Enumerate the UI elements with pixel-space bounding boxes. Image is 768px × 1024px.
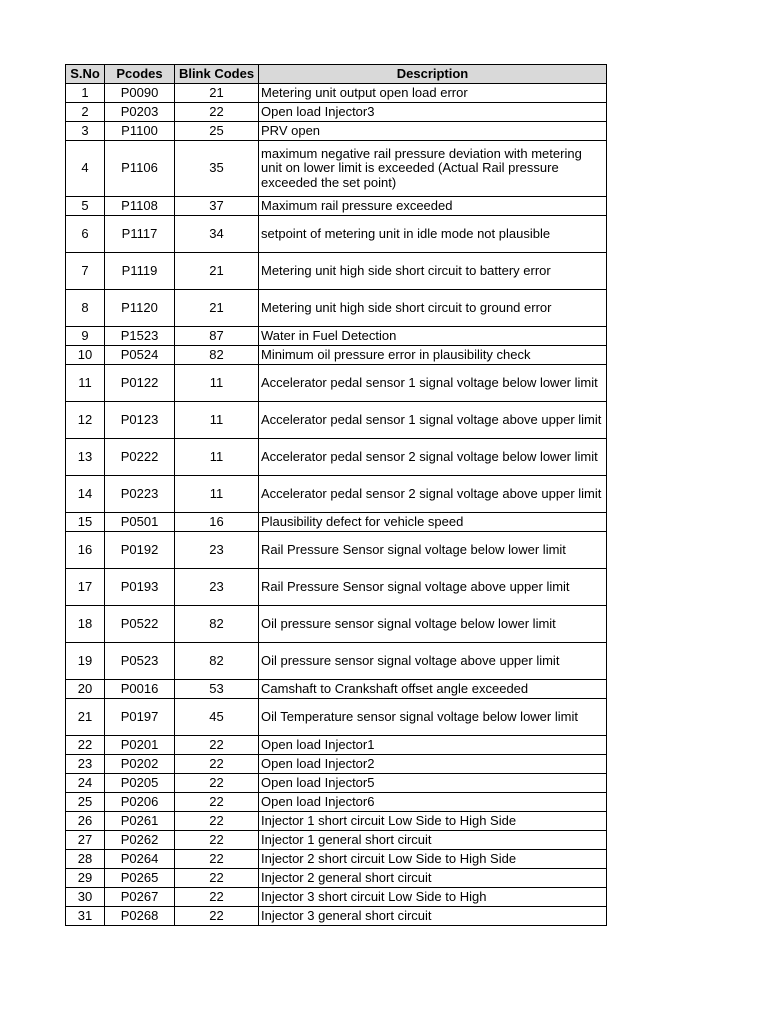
- cell-blink-code: 21: [175, 290, 259, 327]
- cell-blink-code: 22: [175, 736, 259, 755]
- cell-description: Injector 3 short circuit Low Side to High: [259, 888, 607, 907]
- cell-description: Oil pressure sensor signal voltage below lower limit: [259, 606, 607, 643]
- cell-blink-code: 22: [175, 850, 259, 869]
- cell-pcode: P0122: [105, 365, 175, 402]
- cell-pcode: P0123: [105, 402, 175, 439]
- cell-blink-code: 34: [175, 216, 259, 253]
- cell-description: Oil pressure sensor signal voltage above upper limit: [259, 643, 607, 680]
- table-row: [66, 513, 607, 532]
- cell-blink-code: 22: [175, 774, 259, 793]
- header-sno: S.No: [66, 65, 105, 84]
- cell-description: Accelerator pedal sensor 1 signal voltage below lower limit: [259, 365, 607, 402]
- table-body: [66, 84, 607, 926]
- table-header: [66, 65, 607, 84]
- cell-sno: 29: [66, 869, 105, 888]
- cell-pcode: P0205: [105, 774, 175, 793]
- cell-description: Metering unit high side short circuit to battery error: [259, 253, 607, 290]
- cell-sno: 26: [66, 812, 105, 831]
- cell-pcode: P1120: [105, 290, 175, 327]
- cell-description: Open load Injector5: [259, 774, 607, 793]
- cell-sno: 1: [66, 84, 105, 103]
- cell-blink-code: 22: [175, 103, 259, 122]
- cell-sno: 17: [66, 569, 105, 606]
- table-row: [66, 888, 607, 907]
- cell-description: Open load Injector6: [259, 793, 607, 812]
- table-row: [66, 643, 607, 680]
- header-description: Description: [259, 65, 607, 84]
- cell-pcode: P0268: [105, 907, 175, 926]
- cell-sno: 4: [66, 141, 105, 197]
- cell-pcode: P0524: [105, 346, 175, 365]
- table-row: [66, 253, 607, 290]
- cell-sno: 30: [66, 888, 105, 907]
- cell-blink-code: 35: [175, 141, 259, 197]
- cell-description: Accelerator pedal sensor 2 signal voltage above upper limit: [259, 476, 607, 513]
- cell-pcode: P0016: [105, 680, 175, 699]
- cell-blink-code: 22: [175, 831, 259, 850]
- cell-description: Injector 2 short circuit Low Side to High Side: [259, 850, 607, 869]
- cell-blink-code: 23: [175, 569, 259, 606]
- cell-description: Injector 2 general short circuit: [259, 869, 607, 888]
- cell-description: Rail Pressure Sensor signal voltage above upper limit: [259, 569, 607, 606]
- cell-blink-code: 82: [175, 643, 259, 680]
- cell-blink-code: 11: [175, 365, 259, 402]
- fault-code-table: [65, 64, 607, 926]
- cell-pcode: P0222: [105, 439, 175, 476]
- cell-description: Open load Injector3: [259, 103, 607, 122]
- cell-blink-code: 21: [175, 253, 259, 290]
- cell-pcode: P0090: [105, 84, 175, 103]
- cell-description: setpoint of metering unit in idle mode not plausible: [259, 216, 607, 253]
- cell-description: Oil Temperature sensor signal voltage below lower limit: [259, 699, 607, 736]
- cell-pcode: P0203: [105, 103, 175, 122]
- cell-sno: 7: [66, 253, 105, 290]
- cell-blink-code: 11: [175, 439, 259, 476]
- cell-blink-code: 16: [175, 513, 259, 532]
- table-row: [66, 699, 607, 736]
- cell-pcode: P0197: [105, 699, 175, 736]
- cell-pcode: P0264: [105, 850, 175, 869]
- cell-description: Rail Pressure Sensor signal voltage below lower limit: [259, 532, 607, 569]
- table-row: [66, 402, 607, 439]
- cell-pcode: P0206: [105, 793, 175, 812]
- cell-sno: 6: [66, 216, 105, 253]
- cell-blink-code: 87: [175, 327, 259, 346]
- cell-blink-code: 82: [175, 346, 259, 365]
- cell-pcode: P0223: [105, 476, 175, 513]
- cell-pcode: P0261: [105, 812, 175, 831]
- cell-sno: 15: [66, 513, 105, 532]
- cell-description: Metering unit output open load error: [259, 84, 607, 103]
- cell-pcode: P0265: [105, 869, 175, 888]
- cell-pcode: P0262: [105, 831, 175, 850]
- table-row: [66, 346, 607, 365]
- cell-description: Metering unit high side short circuit to ground error: [259, 290, 607, 327]
- cell-sno: 28: [66, 850, 105, 869]
- cell-pcode: P0267: [105, 888, 175, 907]
- cell-pcode: P1523: [105, 327, 175, 346]
- cell-blink-code: 21: [175, 84, 259, 103]
- table-row: [66, 793, 607, 812]
- cell-sno: 5: [66, 197, 105, 216]
- table-row: [66, 141, 607, 197]
- cell-sno: 8: [66, 290, 105, 327]
- cell-blink-code: 22: [175, 812, 259, 831]
- cell-blink-code: 25: [175, 122, 259, 141]
- table-row: [66, 216, 607, 253]
- cell-blink-code: 22: [175, 755, 259, 774]
- cell-pcode: P1100: [105, 122, 175, 141]
- table-row: [66, 755, 607, 774]
- cell-sno: 16: [66, 532, 105, 569]
- cell-sno: 19: [66, 643, 105, 680]
- cell-sno: 18: [66, 606, 105, 643]
- table-row: [66, 680, 607, 699]
- header-pcodes: Pcodes: [105, 65, 175, 84]
- table-row: [66, 774, 607, 793]
- header-blink-codes: Blink Codes: [175, 65, 259, 84]
- table-row: [66, 569, 607, 606]
- header-row: [66, 65, 607, 84]
- cell-sno: 27: [66, 831, 105, 850]
- cell-sno: 24: [66, 774, 105, 793]
- cell-blink-code: 22: [175, 888, 259, 907]
- cell-blink-code: 23: [175, 532, 259, 569]
- table-row: [66, 831, 607, 850]
- table-row: [66, 327, 607, 346]
- cell-blink-code: 37: [175, 197, 259, 216]
- cell-blink-code: 11: [175, 476, 259, 513]
- cell-sno: 2: [66, 103, 105, 122]
- cell-description: Injector 3 general short circuit: [259, 907, 607, 926]
- cell-blink-code: 53: [175, 680, 259, 699]
- cell-pcode: P0202: [105, 755, 175, 774]
- cell-pcode: P0501: [105, 513, 175, 532]
- cell-pcode: P1108: [105, 197, 175, 216]
- cell-pcode: P0523: [105, 643, 175, 680]
- cell-description: Open load Injector1: [259, 736, 607, 755]
- cell-description: Injector 1 short circuit Low Side to High Side: [259, 812, 607, 831]
- table-row: [66, 606, 607, 643]
- table-row: [66, 850, 607, 869]
- table-row: [66, 84, 607, 103]
- cell-blink-code: 22: [175, 907, 259, 926]
- cell-sno: 14: [66, 476, 105, 513]
- cell-pcode: P1106: [105, 141, 175, 197]
- table-row: [66, 907, 607, 926]
- table-row: [66, 103, 607, 122]
- table-row: [66, 532, 607, 569]
- cell-description: Minimum oil pressure error in plausibility check: [259, 346, 607, 365]
- cell-blink-code: 22: [175, 793, 259, 812]
- cell-description: Accelerator pedal sensor 2 signal voltage below lower limit: [259, 439, 607, 476]
- cell-description: Maximum rail pressure exceeded: [259, 197, 607, 216]
- cell-blink-code: 82: [175, 606, 259, 643]
- cell-description: Injector 1 general short circuit: [259, 831, 607, 850]
- table-row: [66, 197, 607, 216]
- cell-sno: 22: [66, 736, 105, 755]
- table-row: [66, 439, 607, 476]
- table-row: [66, 290, 607, 327]
- cell-sno: 21: [66, 699, 105, 736]
- cell-pcode: P0192: [105, 532, 175, 569]
- cell-sno: 20: [66, 680, 105, 699]
- cell-sno: 10: [66, 346, 105, 365]
- cell-sno: 23: [66, 755, 105, 774]
- cell-sno: 11: [66, 365, 105, 402]
- cell-pcode: P0522: [105, 606, 175, 643]
- cell-blink-code: 45: [175, 699, 259, 736]
- table-row: [66, 365, 607, 402]
- cell-description: Open load Injector2: [259, 755, 607, 774]
- table-row: [66, 812, 607, 831]
- cell-pcode: P0201: [105, 736, 175, 755]
- cell-pcode: P1117: [105, 216, 175, 253]
- cell-description: Water in Fuel Detection: [259, 327, 607, 346]
- cell-sno: 31: [66, 907, 105, 926]
- cell-description: Camshaft to Crankshaft offset angle exceeded: [259, 680, 607, 699]
- cell-sno: 3: [66, 122, 105, 141]
- cell-pcode: P1119: [105, 253, 175, 290]
- cell-blink-code: 11: [175, 402, 259, 439]
- cell-description: Accelerator pedal sensor 1 signal voltage above upper limit: [259, 402, 607, 439]
- cell-sno: 9: [66, 327, 105, 346]
- table-row: [66, 736, 607, 755]
- cell-description: Plausibility defect for vehicle speed: [259, 513, 607, 532]
- cell-sno: 13: [66, 439, 105, 476]
- cell-description: maximum negative rail pressure deviation with metering unit on lower limit is exceeded (Actual Rail pressure exceeded the set point): [259, 141, 607, 197]
- cell-pcode: P0193: [105, 569, 175, 606]
- table-row: [66, 122, 607, 141]
- cell-sno: 12: [66, 402, 105, 439]
- cell-sno: 25: [66, 793, 105, 812]
- table-row: [66, 476, 607, 513]
- cell-blink-code: 22: [175, 869, 259, 888]
- table-row: [66, 869, 607, 888]
- cell-description: PRV open: [259, 122, 607, 141]
